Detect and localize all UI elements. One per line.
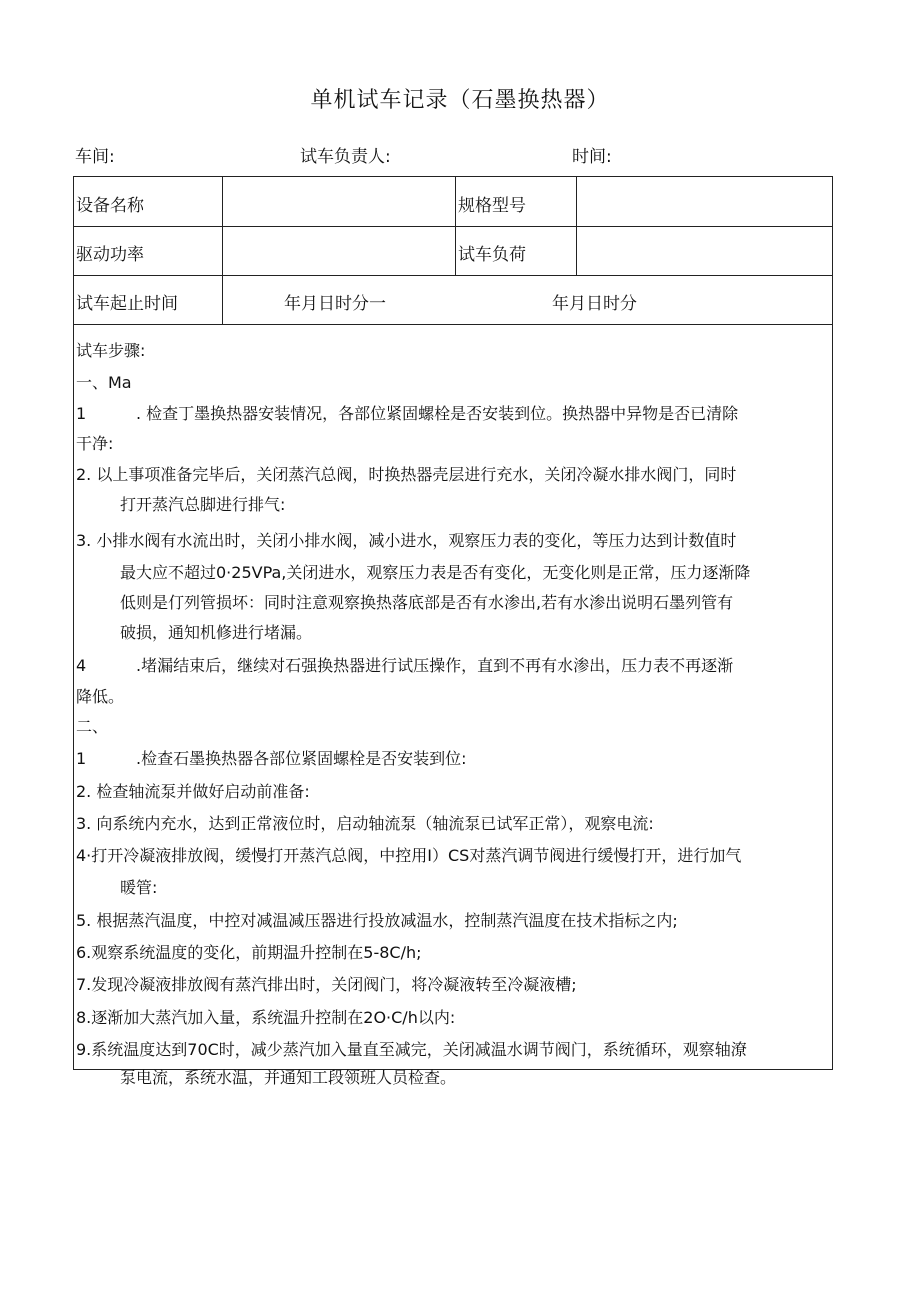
step-1-3-cont: 最大应不超过0·25VPa,关闭进水，观察压力表是否有变化，无变化则是正常，压力逐渐降	[120, 563, 751, 582]
drive-power-field[interactable]	[224, 227, 454, 274]
drive-power-label: 驱动功率	[76, 245, 144, 265]
time-label: 时间:	[572, 147, 612, 167]
test-load-label: 试车负荷	[458, 245, 526, 265]
step-1-2-cont: 打开蒸汽总脚进行排气:	[120, 495, 286, 514]
step-number: 4	[76, 656, 87, 675]
step-2-5: 5. 根据蒸汽温度，中控对减温减压器进行投放减温水，控制蒸汽温度在技术指标之内;	[76, 911, 678, 930]
record-table	[73, 176, 833, 1087]
step-2-3: 3. 向系统内充水，达到正常液位时，启动轴流泵（轴流泵已试军正常），观察电流:	[76, 814, 654, 833]
equipment-name-field[interactable]	[224, 178, 454, 225]
start-time-field[interactable]: 年月日时分一	[284, 294, 386, 314]
step-number: 1	[76, 749, 87, 768]
workshop-label: 车间:	[75, 147, 115, 167]
step-text: . 检查丁墨换热器安装情况，各部位紧固螺栓是否安装到位。换热器中异物是否已清除	[136, 404, 739, 423]
step-1-2: 2. 以上事项准备完毕后，关闭蒸汽总阀，时换热器壳层进行充水，关闭冷凝水排水阀门，同时	[76, 465, 737, 484]
step-2-4: 4·打开冷凝液排放阀，缓慢打开蒸汽总阀，中控用I）CS对蒸汽调节阀进行缓慢打开，进行加气	[76, 846, 742, 865]
column-divider	[455, 177, 456, 275]
column-divider	[222, 275, 223, 324]
step-2-2: 2. 检查轴流泵并做好启动前准备:	[76, 782, 310, 801]
step-1-4	[76, 653, 733, 676]
test-load-field[interactable]	[578, 227, 832, 274]
column-divider	[222, 177, 223, 275]
page-title: 单机试车记录（石墨换热器）	[310, 88, 610, 113]
step-text: .检查石墨换热器各部位紧固螺栓是否安装到位:	[136, 749, 467, 768]
step-1-3-cont: 破损，通知机修进行堵漏。	[120, 623, 313, 642]
responsible-person-label: 试车负责人:	[300, 147, 391, 167]
step-2-9-cont: 泵电流，系统水温，并通知工段领班人员检查。	[120, 1068, 457, 1087]
spec-model-field[interactable]	[578, 178, 832, 225]
step-2-1	[76, 746, 466, 769]
step-1-3-cont: 低则是仃列管损坏：同时注意观察换热落底部是否有水渗出,若有水渗出说明石墨列管有	[120, 593, 734, 612]
column-divider	[576, 177, 577, 275]
step-2-6: 6.观察系统温度的变化，前期温升控制在5-8C∕h;	[76, 943, 422, 962]
equipment-name-label: 设备名称	[76, 196, 144, 216]
start-end-time-label: 试车起止时间	[76, 294, 178, 314]
step-2-8: 8.逐渐加大蒸汽加入量，系统温升控制在2O·C∕h以内:	[76, 1008, 456, 1027]
step-2-7: 7.发现冷凝液排放阀有蒸汽排出时，关闭阀门，将冷凝液转至冷凝液槽;	[76, 975, 577, 994]
steps-heading: 试车步骤:	[76, 341, 146, 360]
step-text: .堵漏结束后，继续对石强换热器进行试压操作，直到不再有水渗出，压力表不再逐渐	[136, 656, 734, 675]
step-1-4-cont: 降低。	[76, 687, 125, 706]
spec-model-label: 规格型号	[458, 196, 526, 216]
step-1-1	[76, 401, 738, 424]
test-steps-section	[74, 325, 832, 1087]
section-one-heading: 一、Ma	[76, 373, 132, 392]
step-2-4-cont: 暖管:	[120, 878, 158, 897]
row-divider	[74, 275, 832, 276]
end-time-field[interactable]: 年月日时分	[552, 294, 637, 314]
step-number: 1	[76, 404, 87, 423]
section-two-heading: 二、	[76, 717, 109, 736]
step-2-9: 9.系统温度达到70C时，减少蒸汽加入量直至减完，关闭减温水调节阀门，系统循环，观察轴潦	[76, 1040, 747, 1059]
step-1-1-cont: 干净:	[76, 434, 114, 453]
step-1-3: 3. 小排水阀有水流出时，关闭小排水阀，减小进水，观察压力表的变化，等压力达到计数值时	[76, 531, 737, 550]
